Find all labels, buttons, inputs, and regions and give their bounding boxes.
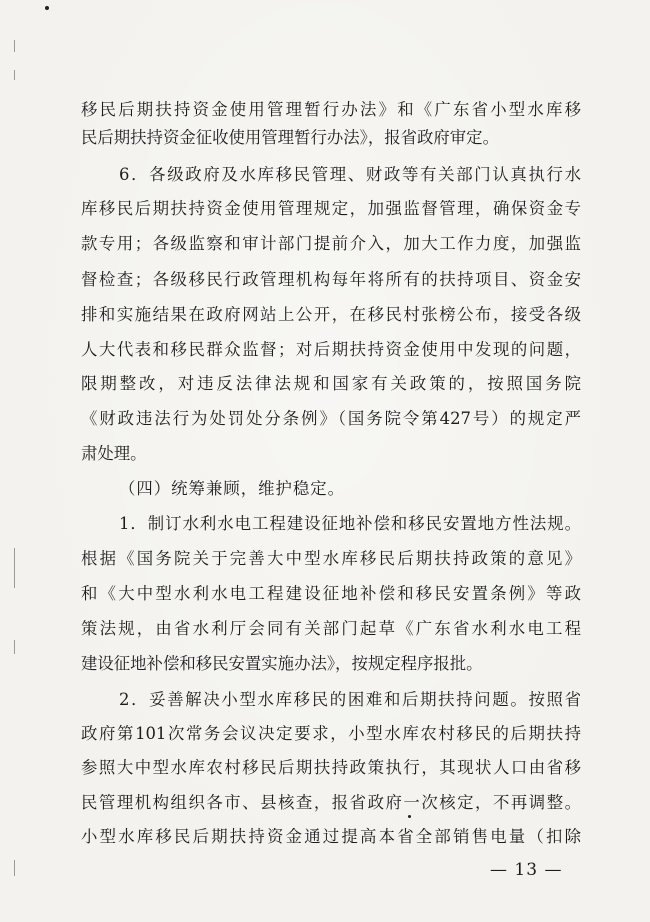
page-number: — 13 — <box>490 860 563 880</box>
binding-mark <box>14 548 15 588</box>
body-text-line: 移民后期扶持资金使用管理暂行办法》和《广东省小型水库移 <box>81 100 581 119</box>
body-text-line: 民管理机构组织各市、县核查，报省政府一次核定，不再调整。 <box>81 793 581 812</box>
section-heading: （四）统筹兼顾，维护稳定。 <box>119 479 346 498</box>
body-text-line: 根据《国务院关于完善大中型水库移民后期扶持政策的意见》 <box>81 549 581 568</box>
body-text-line: 排和实施结果在政府网站上公开，在移民村张榜公布，接受各级 <box>81 305 581 324</box>
binding-mark <box>14 640 15 654</box>
body-text-line: 限期整改，对违反法律法规和国家有关政策的，按照国务院 <box>81 374 581 393</box>
paragraph-6-start: 6．各级政府及水库移民管理、财政等有关部门认真执行水 <box>119 165 581 184</box>
scan-speck <box>45 6 49 10</box>
binding-mark <box>14 40 15 52</box>
body-text-line: 参照大中型水库农村移民后期扶持政策执行，其现状人口由省移 <box>81 758 581 777</box>
body-text-line: 肃处理。 <box>81 444 147 463</box>
body-text-line: 政府第101次常务会议决定要求，小型水库农村移民的后期扶持 <box>81 724 581 743</box>
body-text-line: 《财政违法行为处罚处分条例》（国务院令第427号）的规定严 <box>81 409 581 428</box>
paragraph-1-start: 1．制订水利水电工程建设征地补偿和移民安置地方性法规。 <box>119 514 581 533</box>
body-text-line: 人大代表和移民群众监督；对后期扶持资金使用中发现的问题， <box>81 340 581 359</box>
body-text-line: 督检查；各级移民行政管理机构每年将所有的扶持项目、资金安 <box>81 270 581 289</box>
paragraph-2-start: 2．妥善解决小型水库移民的困难和后期扶持问题。按照省 <box>119 690 581 709</box>
body-text-line: 款专用；各级监察和审计部门提前介入，加大工作力度，加强监 <box>81 234 581 253</box>
body-text-line: 建设征地补偿和移民安置实施办法》，按规定程序报批。 <box>81 654 483 673</box>
body-text-line: 策法规，由省水利厅会同有关部门起草《广东省水利水电工程 <box>81 619 581 638</box>
binding-mark <box>14 860 15 876</box>
body-text-line: 库移民后期扶持资金使用管理规定，加强监督管理，确保资金专 <box>81 199 581 218</box>
body-text-line: 和《大中型水利水电工程建设征地补偿和移民安置条例》等政 <box>81 584 581 603</box>
binding-mark <box>14 70 15 80</box>
body-text-line: 小型水库移民后期扶持资金通过提高本省全部销售电量（扣除 <box>81 827 581 846</box>
scan-speck <box>408 815 411 818</box>
body-text-line: 民后期扶持资金征收使用管理暂行办法》，报省政府审定。 <box>81 128 499 147</box>
